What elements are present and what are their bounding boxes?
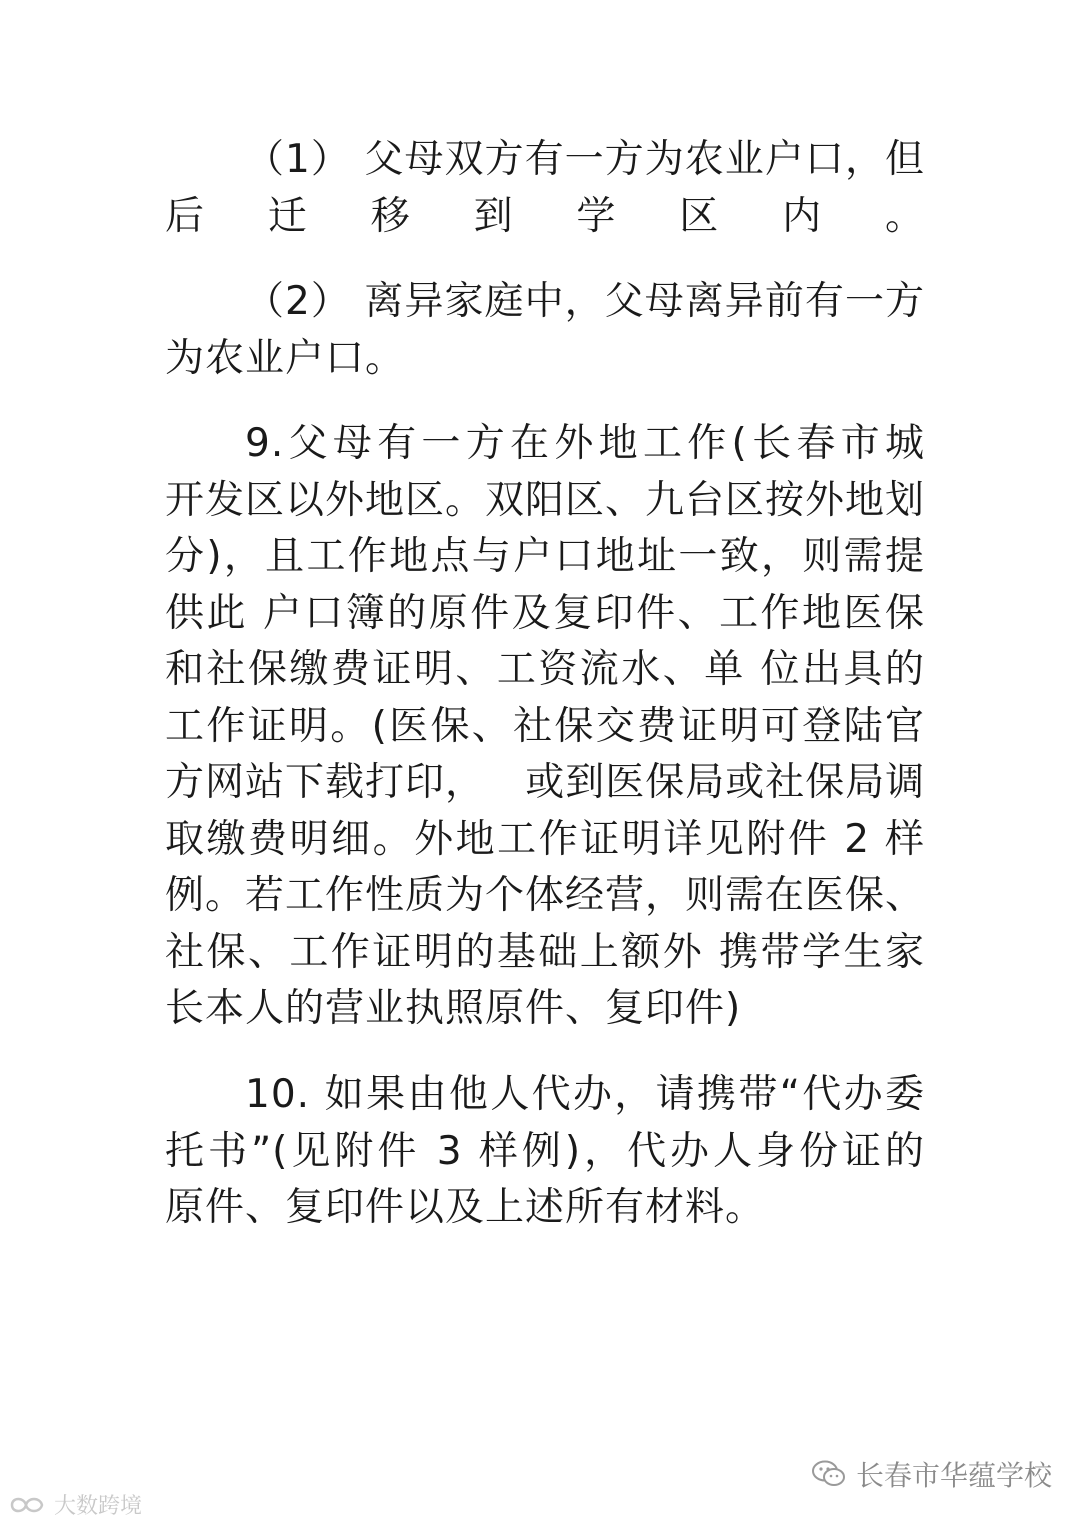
paragraph-line: 和社保缴费证明、工资流水、单 位出具的 [165,647,925,692]
paragraph-line: 工作证明。(医保、社保交费证明可登陆官 [165,704,925,749]
paragraph-line: 分)，且工作地点与户口地址一致，则需提 [165,534,925,579]
brand-logo-icon [8,1493,48,1517]
paragraph-line: 10. 如果由他人代办，请携带“代办委 [245,1072,925,1117]
wechat-account-name: 长春市华蕴学校 [855,1459,1052,1492]
paragraph-line: （1） 父母双方有一方为农业户口，但 [245,137,925,182]
paragraph-line: 开发区以外地区。双阳区、九台区按外地划 [165,478,925,523]
paragraph-line: 方网站下载打印， 或到医保局或社保局调 [165,760,925,805]
paragraph-line: 9.父母有一方在外地工作(长春市城 [245,421,925,466]
paragraph-line: 托书”(见附件 3 样例)，代办人身份证的 [165,1129,925,1174]
paragraph-line: 长本人的营业执照原件、复印件) [165,986,742,1031]
paragraph-line: （2） 离异家庭中，父母离异前有一方 [245,279,925,324]
paragraph-line: 社保、工作证明的基础上额外 携带学生家 [165,930,925,975]
brand-watermark-text: 大数跨境 [54,1494,143,1519]
paragraph-line: 例。若工作性质为个体经营，则需在医保、 [165,873,925,918]
paragraph-line: 供此 户口簿的原件及复印件、工作地医保 [165,591,925,636]
paragraph-line: 后迁移到学区内。 [165,194,925,239]
paragraph-line: 为农业户口。 [165,336,406,381]
brand-watermark [8,1489,142,1520]
paragraph-line: 取缴费明细。外地工作证明详见附件 2 样 [165,817,925,862]
wechat-watermark [812,1454,1052,1494]
paragraph-line: 原件、复印件以及上述所有材料。 [165,1185,766,1230]
wechat-icon [812,1460,846,1488]
